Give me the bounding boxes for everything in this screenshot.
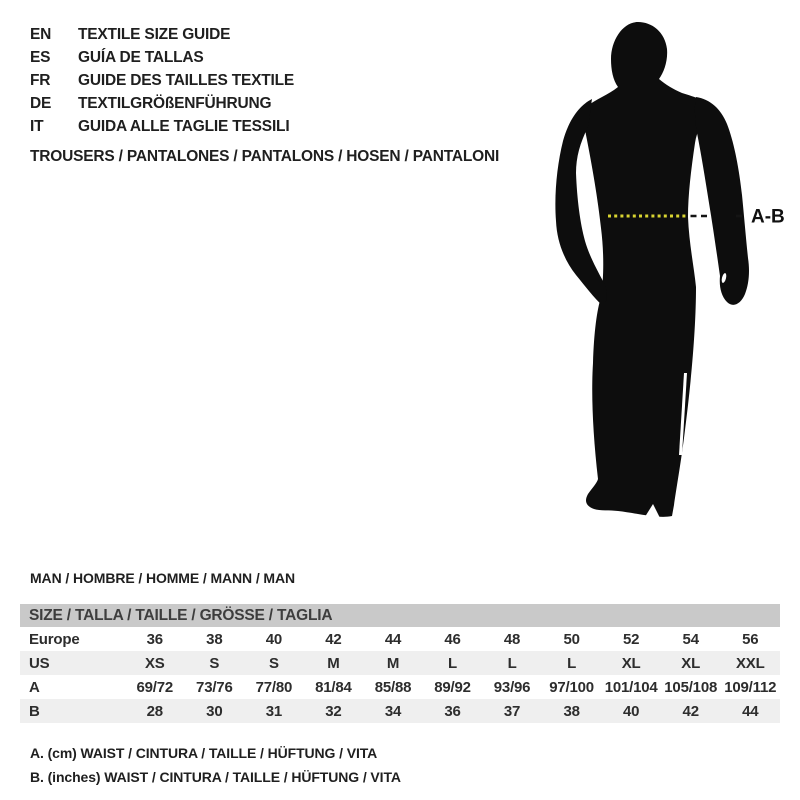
- table-cell: 81/84: [315, 678, 352, 696]
- table-cell: 101/104: [604, 678, 658, 696]
- table-cell: XL: [681, 654, 701, 672]
- table-cell: 42: [682, 702, 699, 720]
- language-code: FR: [30, 71, 51, 89]
- table-cell: 38: [206, 630, 223, 648]
- row-label: B: [29, 702, 40, 720]
- language-code: IT: [30, 117, 44, 135]
- note-line: A. (cm) WAIST / CINTURA / TAILLE / HÜFTUNG / VITA: [30, 745, 378, 761]
- table-cell: S: [268, 654, 279, 672]
- table-cell: 36: [146, 630, 163, 648]
- table-cell: L: [507, 654, 517, 672]
- measure-label: A-B: [751, 206, 785, 228]
- language-title: GUIDA ALLE TAGLIE TESSILI: [78, 117, 290, 135]
- table-cell: 32: [325, 702, 342, 720]
- man-silhouette: [540, 15, 790, 525]
- table-cell: 37: [503, 702, 521, 720]
- table-cell: L: [567, 654, 577, 672]
- language-row: [30, 92, 294, 115]
- row-label: US: [29, 654, 50, 672]
- section-heading: MAN / HOMBRE / HOMME / MANN / MAN: [30, 570, 296, 586]
- table-cell: 54: [682, 630, 699, 648]
- table-cell: 34: [384, 702, 402, 720]
- language-code: EN: [30, 25, 52, 43]
- table-cell: 30: [206, 702, 223, 720]
- table-cell: S: [209, 654, 220, 672]
- table-cell: L: [448, 654, 457, 672]
- table-cell: 42: [325, 630, 342, 648]
- table-cell: 85/88: [374, 678, 412, 696]
- table-cell: 73/76: [196, 678, 233, 696]
- size-table-body: [20, 627, 780, 723]
- language-row: [30, 46, 294, 69]
- language-row: [30, 115, 294, 138]
- table-cell: 36: [444, 702, 461, 720]
- language-code: ES: [30, 48, 51, 66]
- right-arm-shape: [695, 97, 749, 305]
- table-row: [20, 651, 780, 675]
- table-row: [20, 699, 780, 723]
- table-cell: 52: [623, 630, 640, 648]
- language-title: GUÍA DE TALLAS: [78, 48, 204, 66]
- table-cell: 48: [503, 630, 521, 648]
- language-code: DE: [30, 94, 52, 112]
- row-label: Europe: [29, 630, 80, 648]
- table-cell: 89/92: [434, 678, 471, 696]
- size-table: [20, 604, 780, 723]
- language-row: [30, 23, 294, 46]
- table-cell: XXL: [735, 654, 765, 672]
- language-title: GUIDE DES TAILLES TEXTILE: [78, 71, 295, 89]
- language-list: [30, 23, 294, 138]
- row-label: A: [29, 678, 40, 696]
- table-row: [20, 627, 780, 651]
- garment-heading: TROUSERS / PANTALONES / PANTALONS / HOSEN / PANTALONI: [30, 148, 500, 165]
- language-title: TEXTILE SIZE GUIDE: [78, 25, 231, 43]
- table-cell: 46: [444, 630, 461, 648]
- table-cell: 69/72: [136, 678, 174, 696]
- table-cell: 28: [146, 702, 163, 720]
- table-cell: 40: [623, 702, 640, 720]
- table-cell: 44: [384, 630, 402, 648]
- table-cell: 105/108: [664, 678, 718, 696]
- note-line: B. (inches) WAIST / CINTURA / TAILLE / HÜFTUNG / VITA: [30, 769, 401, 785]
- table-cell: 77/80: [255, 678, 293, 696]
- notes: [30, 741, 401, 789]
- table-header: SIZE / TALLA / TAILLE / GRÖSSE / TAGLIA: [20, 604, 780, 627]
- table-cell: XL: [621, 654, 641, 672]
- language-title: TEXTILGRÖßENFÜHRUNG: [78, 94, 272, 112]
- table-cell: 109/112: [724, 678, 777, 696]
- table-cell: 38: [563, 702, 580, 720]
- table-cell: XS: [144, 654, 165, 672]
- table-cell: 93/96: [493, 678, 531, 696]
- language-row: [30, 69, 294, 92]
- table-cell: 50: [563, 630, 580, 648]
- table-cell: 44: [742, 702, 759, 720]
- table-cell: 97/100: [549, 678, 594, 696]
- table-cell: 40: [265, 630, 283, 648]
- table-cell: M: [327, 654, 340, 672]
- table-cell: 31: [265, 702, 283, 720]
- table-row: [20, 675, 780, 699]
- table-cell: M: [386, 654, 400, 672]
- table-cell: 56: [742, 630, 759, 648]
- body-shape: [585, 22, 717, 517]
